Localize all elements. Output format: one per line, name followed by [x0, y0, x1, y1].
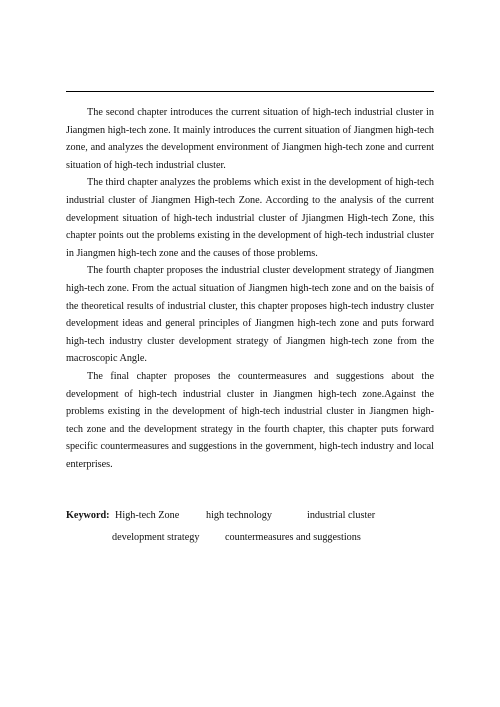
keywords-label: Keyword: — [66, 510, 110, 521]
keyword-item: industrial cluster — [307, 510, 376, 521]
keyword-item: development strategy — [112, 532, 200, 543]
keywords-row-2 — [66, 527, 434, 549]
keyword-item: countermeasures and suggestions — [225, 532, 361, 543]
keywords-section — [66, 505, 434, 549]
paragraph-chapter-three: The third chapter analyzes the problems which exist in the development of high-tech industrial cluster of Jiangmen High-tech Zone. According to the analysis of the current development situation of high-tech industrial cluster of Jjiangmen High-tech Zone, this chapter points out the problems existing in the development of high-tech industrial cluster in Jiangmen high-tech zone and the causes of those problems. — [66, 177, 434, 259]
abstract-body — [66, 104, 434, 473]
header-rule — [66, 91, 434, 92]
keyword-item: high technology — [206, 510, 272, 521]
paragraph-chapter-four: The fourth chapter proposes the industrial cluster development strategy of Jiangmen high-tech zone. From the actual situation of Jiangmen high-tech zone and on the baisis of the theoretical results of industrial cluster, this chapter proposes high-tech industry cluster development ideas and general principles of Jiangmen high-tech zone and puts forward high-tech industry cluster development strategy of Jiangmen high-tech zone from the macroscopic Angle. — [66, 265, 434, 365]
keyword-item: High-tech Zone — [115, 510, 180, 521]
keywords-row-1 — [66, 505, 434, 527]
paragraph-chapter-two: The second chapter introduces the current situation of high-tech industrial cluster in Jiangmen high-tech zone. It mainly introduces the current situation of Jiangmen high-tech zone, and analyzes the development environment of Jiangmen high-tech zone and current situation of high-tech industrial cluster. — [66, 107, 434, 171]
paragraph-final-chapter: The final chapter proposes the countermeasures and suggestions about the development of high-tech industrial cluster in Jiangmen high-tech zone.Against the problems existing in the development of high-tech industrial cluster in Jiangmen high-tech zone and the development strategy in the fourth chapter, this chapter puts forward specific countermeasures and suggestions in the government, high-tech industry and local enterprises. — [66, 370, 434, 470]
